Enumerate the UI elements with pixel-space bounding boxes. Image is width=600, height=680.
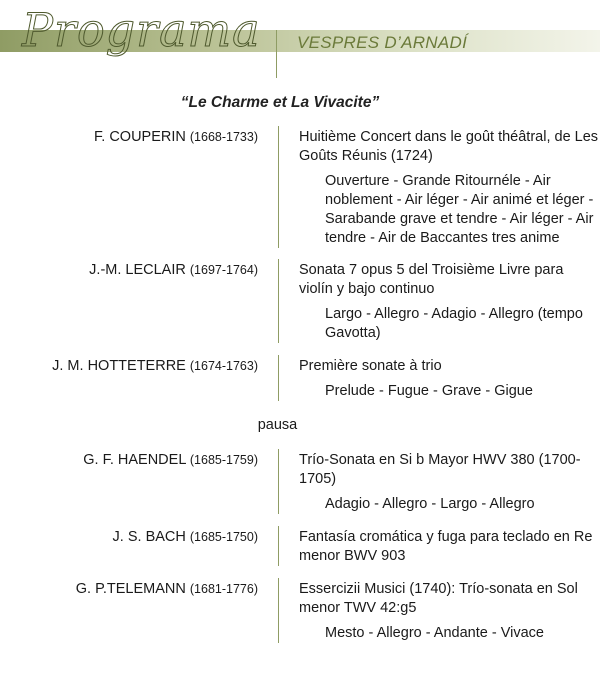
composer-name: G. F. HAENDEL (83, 452, 186, 468)
work-title: Sonata 7 opus 5 del Troisième Livre para violín y bajo continuo (299, 262, 564, 297)
composer (0, 355, 258, 401)
work-movements: Ouverture - Grande Ritournéle - Air noblement - Air léger - Air animé et léger - Sarabande grave et tendre - Air léger - Air tendre - Air de Baccantes tres anime (325, 173, 594, 246)
composer (0, 259, 258, 343)
composer-name: J. S. BACH (112, 529, 186, 545)
composer-dates: (1697-1764) (189, 263, 258, 277)
work (299, 355, 599, 401)
program-entry (0, 126, 600, 248)
programa-logo: Programa (22, 3, 261, 57)
composer (0, 526, 258, 566)
program-entry (0, 355, 600, 401)
program-list (0, 126, 600, 643)
work-title: Essercizii Musici (1740): Trío-sonata en Sol menor TWV 42:g5 (299, 581, 578, 616)
composer-name: G. P.TELEMANN (75, 581, 186, 597)
work-title: Première sonate à trio (299, 358, 442, 374)
concert-title: VESPRES D’ARNADÍ (297, 33, 468, 52)
program-entry (0, 578, 600, 643)
work (299, 259, 599, 343)
column-divider (278, 259, 279, 343)
work-movements: Prelude - Fugue - Grave - Gigue (325, 383, 533, 399)
composer-name: J.-M. LECLAIR (89, 262, 186, 278)
program-entry (0, 259, 600, 343)
work-movements: Largo - Allegro - Adagio - Allegro (tempo Gavotta) (325, 306, 583, 341)
work-title: Fantasía cromática y fuga para teclado en Re menor BWV 903 (299, 529, 593, 564)
column-divider (278, 526, 279, 566)
pause-label: pausa (257, 417, 298, 433)
composer-name: F. COUPERIN (94, 129, 186, 145)
work (299, 526, 599, 566)
column-divider (278, 449, 279, 514)
composer (0, 449, 258, 514)
work-movements: Mesto - Allegro - Andante - Vivace (325, 625, 544, 641)
column-divider (278, 578, 279, 643)
composer-name: J. M. HOTTETERRE (52, 358, 186, 374)
work (299, 449, 599, 514)
composer-dates: (1685-1750) (189, 530, 258, 544)
composer-dates: (1668-1733) (189, 130, 258, 144)
column-divider (278, 355, 279, 401)
composer-dates: (1681-1776) (189, 582, 258, 596)
composer-dates: (1685-1759) (189, 453, 258, 467)
program-subtitle: “Le Charme et La Vivacite” (180, 94, 380, 111)
composer (0, 578, 258, 643)
work-title: Huitième Concert dans le goût théâtral, de Les Goûts Réunis (1724) (299, 129, 599, 164)
page-header (0, 0, 600, 80)
composer-dates: (1674-1763) (189, 359, 258, 373)
header-divider (276, 30, 277, 78)
column-divider (278, 126, 279, 248)
program-entry (0, 449, 600, 514)
work-title: Trío-Sonata en Si b Mayor HWV 380 (1700-1705) (299, 452, 581, 487)
work (299, 126, 599, 248)
work (299, 578, 599, 643)
composer (0, 126, 258, 248)
work-movements: Adagio - Allegro - Largo - Allegro (325, 496, 535, 512)
program-entry (0, 526, 600, 566)
